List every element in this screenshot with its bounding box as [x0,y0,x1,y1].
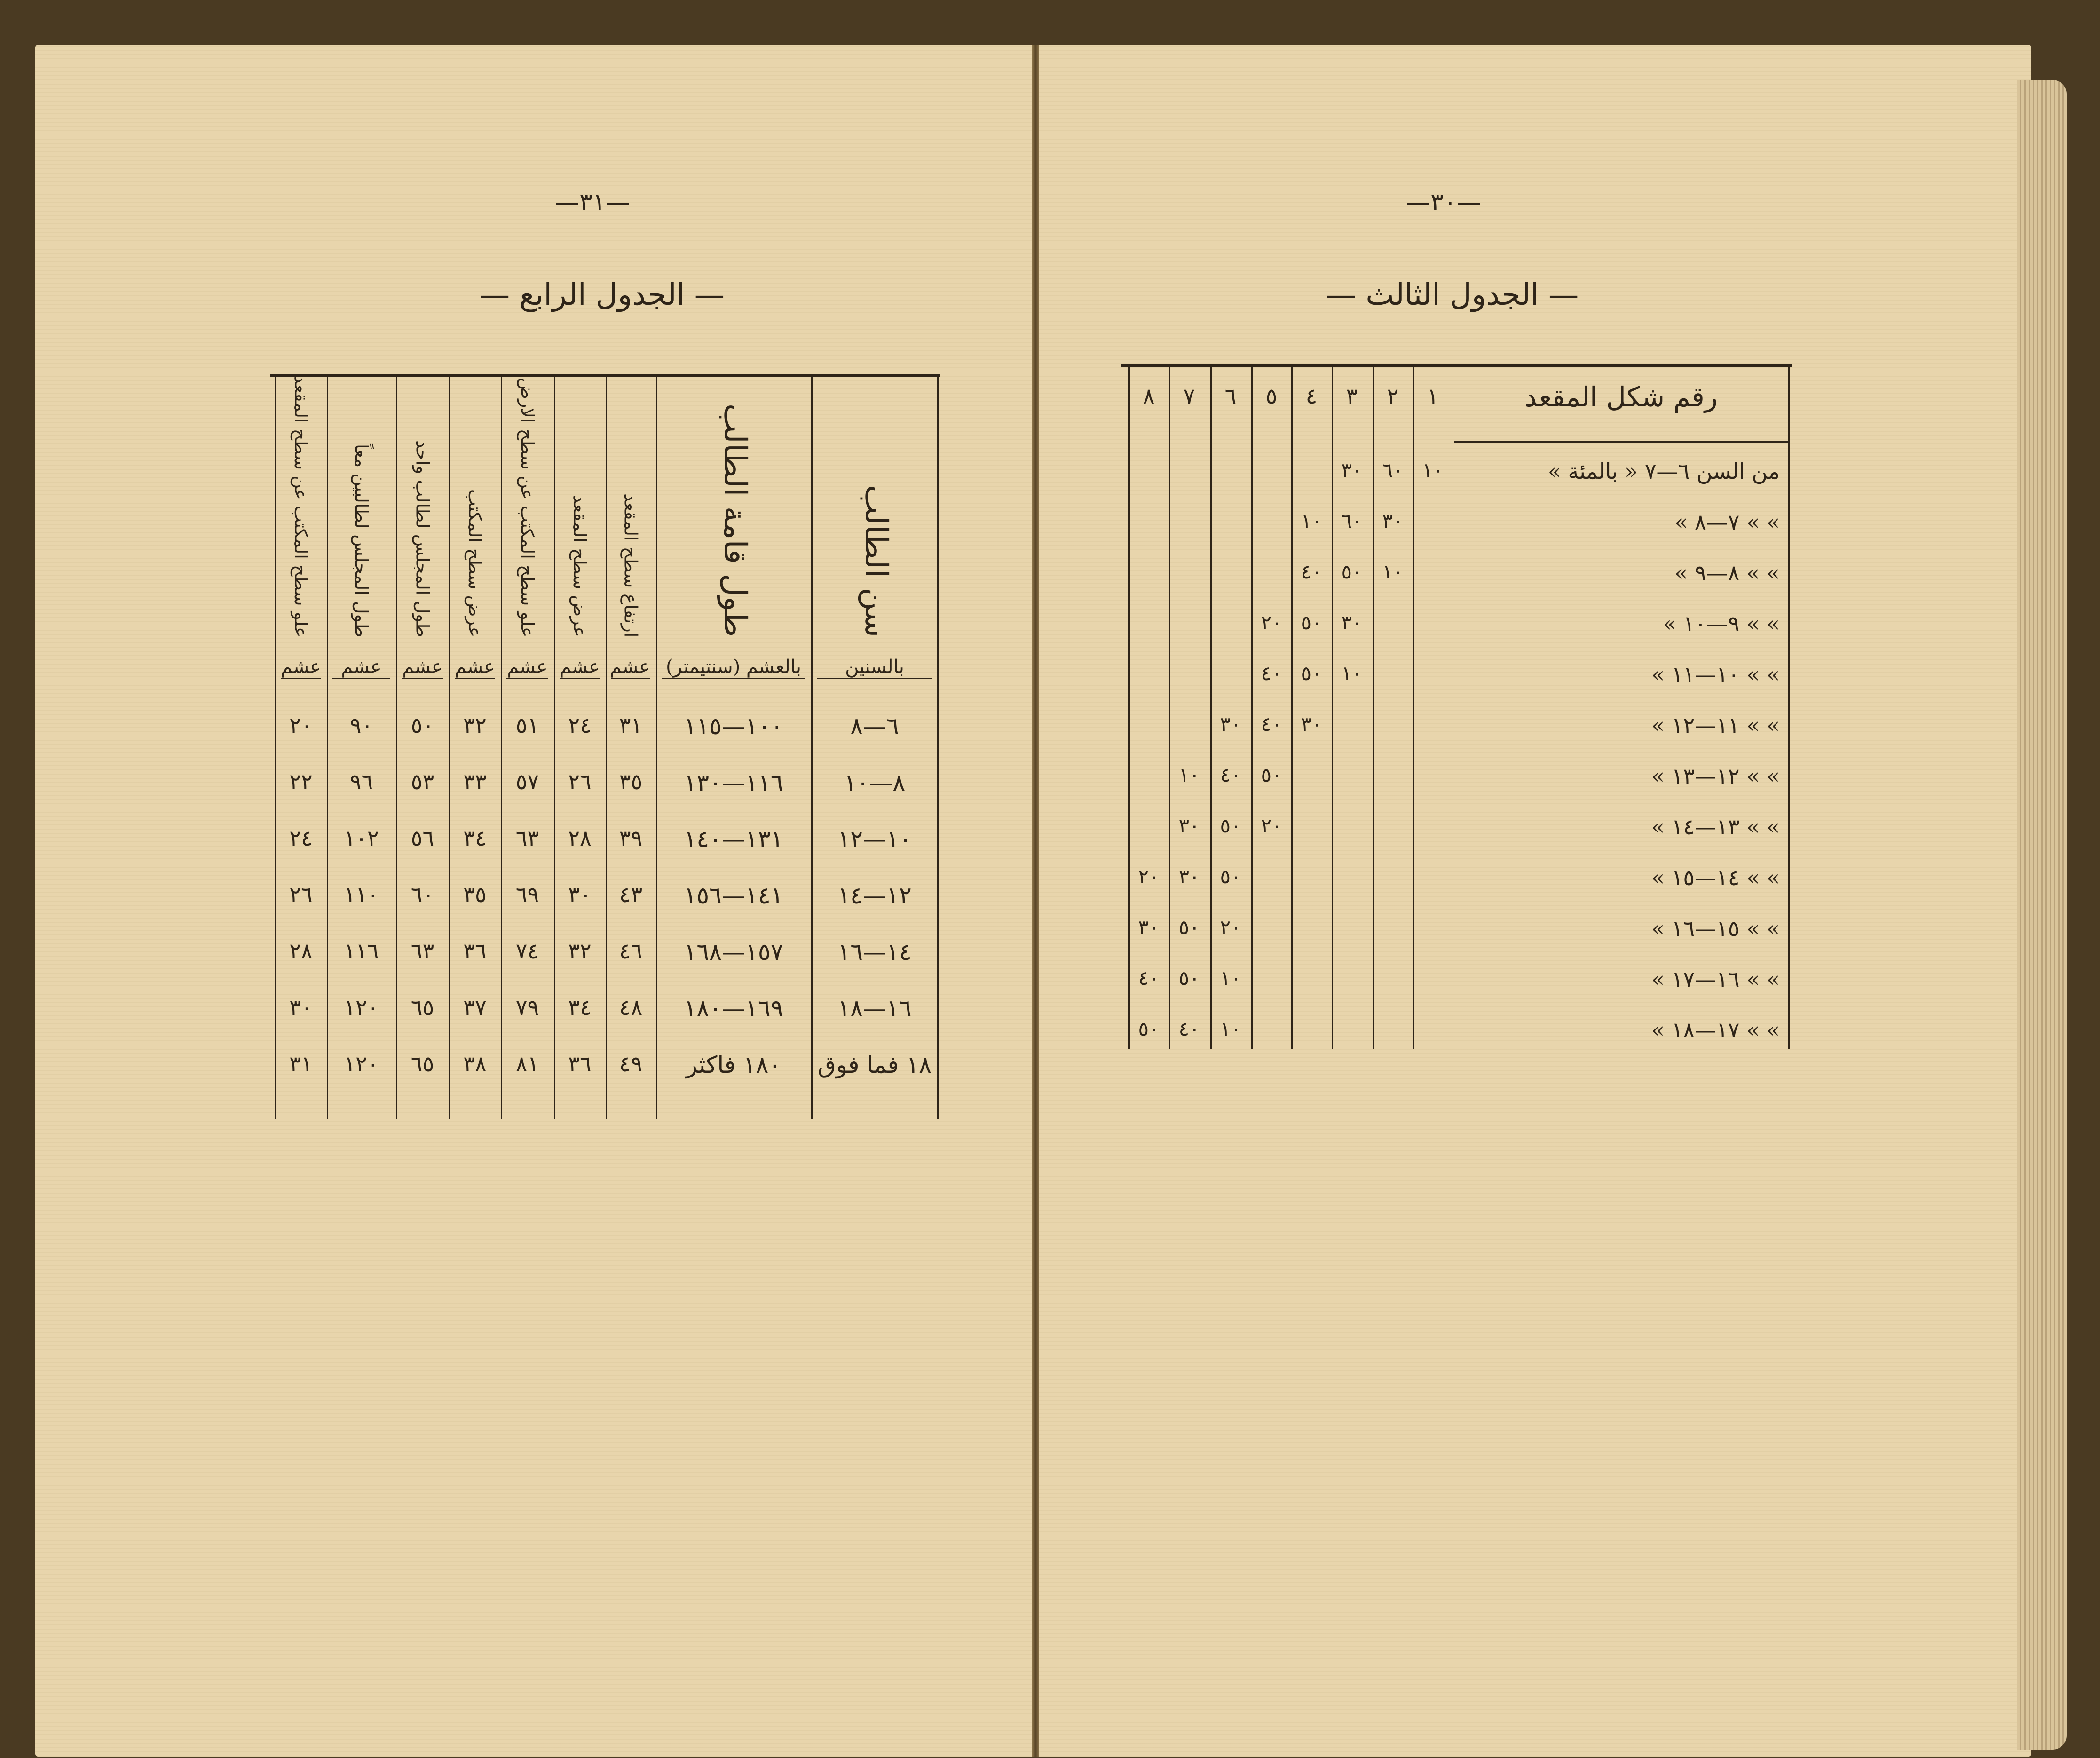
table-cell: ٣٥ [619,769,643,794]
column-header: طول المجلس لطالبين معاً [351,443,372,637]
row-age-label: » » ١٣—١٤ » [1651,814,1780,839]
column-header: عرض سطح المكتب [465,489,485,637]
table-cell: ٥١ [515,713,539,738]
unit-label: بالعشم (سنتيمتر) [662,656,805,679]
table-cell: ١٠—١٢ [837,825,912,853]
seat-number: ٣ [1346,383,1358,409]
column-header: ارتفاع سطح المقعد [620,493,641,637]
percentage-cell: ٤٠ [1261,662,1282,685]
table-cell: ١٨ فما فوق [817,1051,932,1078]
table-cell: ٥٠ [411,713,434,738]
percentage-cell: ١٠ [1301,509,1322,532]
column-header: سن الطالب [858,484,894,637]
percentage-cell: ٥٠ [1301,662,1322,685]
table-cell: ٢٦ [568,769,592,794]
percentage-cell: ١٠ [1220,966,1241,990]
percentage-cell: ٥٠ [1341,560,1363,583]
column-divider [1291,364,1293,1049]
seat-header-label: رقم شكل المقعد [1524,381,1718,413]
table-cell: ٦٥ [411,1051,434,1077]
table-cell: ٤٩ [619,1051,643,1077]
page-edges [2017,80,2067,1750]
right-page-number: —٣٠— [1406,188,1481,216]
column-header: عرض سطح المقعد [569,495,590,637]
unit-label: عشم [455,656,495,679]
percentage-cell: ١٠ [1382,560,1404,583]
table-cell: ٦٣ [411,938,434,964]
table-cell: ٥٦ [411,825,434,851]
percentage-cell: ٢٠ [1220,916,1241,939]
table-cell: ٦٠ [411,882,434,907]
table-cell: ٦—٨ [850,713,899,740]
percentage-cell: ٤٠ [1261,713,1282,736]
percentage-cell: ٣٠ [1138,916,1160,939]
percentage-cell: ٣٠ [1220,713,1241,736]
column-header: علو سطح المكتب عن سطح الارض [517,377,538,637]
right-table-title: — الجدول الثالث — [1326,277,1579,312]
table-cell: ٣٣ [463,769,487,794]
table-cell: ٩٦ [349,769,373,794]
percentage-cell: ٢٠ [1261,814,1282,837]
table-cell: ١٤—١٦ [837,938,912,966]
unit-label: عشم [611,656,650,679]
table-cell: ٣٩ [619,825,643,851]
table-cell: ٧٩ [515,995,539,1020]
table-cell: ١١٠ [344,882,379,907]
column-divider [1251,364,1253,1049]
percentage-cell: ٥٠ [1220,814,1241,837]
unit-label: عشم [332,656,390,679]
table-cell: ٦٩ [515,882,539,907]
percentage-cell: ١٠ [1220,1017,1241,1040]
table-cell: ٣٦ [463,938,487,964]
percentage-cell: ٢٠ [1138,865,1160,888]
table-cell: ١٢—١٤ [837,882,912,909]
column-header: طول قامة الطالب [717,404,753,637]
percentage-cell: ٥٠ [1220,865,1241,888]
percentage-cell: ٣٠ [1382,509,1404,532]
table-cell: ١٠٢ [344,825,379,851]
table-cell: ٨١ [515,1051,539,1077]
row-age-label: » » ١٦—١٧ » [1651,966,1780,992]
table-cell: ٢٢ [289,769,313,794]
percentage-cell: ٣٠ [1301,713,1322,736]
table-cell: ١٦٩—١٨٠ [684,995,783,1022]
table-cell: ٥٧ [515,769,539,794]
table-cell: ٨—١٠ [844,769,906,796]
table-cell: ١١٦ [344,938,379,964]
percentage-cell: ٥٠ [1261,763,1282,786]
percentage-cell: ٤٠ [1301,560,1322,583]
percentage-cell: ٣٠ [1341,459,1363,482]
seat-number: ٢ [1387,383,1399,409]
table-cell: ٣٤ [568,995,592,1020]
table-cell: ١٣١—١٤٠ [684,825,783,853]
seat-number: ٥ [1265,383,1278,409]
row-age-label: » » ١٤—١٥ » [1651,865,1780,890]
column-header: طول المجلس لطالب واحد [412,440,433,637]
row-age-label: » » ٧—٨ » [1674,509,1780,535]
row-age-label: » » ٩—١٠ » [1663,611,1780,636]
table-cell: ٢٤ [568,713,592,738]
seat-number: ٤ [1305,383,1318,409]
table-top-rule [1121,364,1792,367]
table-cell: ٤٣ [619,882,643,907]
table-cell: ٢٨ [289,938,313,964]
row-age-label: » » ١٥—١٦ » [1651,916,1780,941]
table-cell: ٥٣ [411,769,434,794]
unit-label: بالسنين [817,656,932,679]
table-cell: ٧٤ [515,938,539,964]
table-cell: ٣٢ [463,713,487,738]
row-age-label: » » ١١—١٢ » [1651,713,1780,738]
table-cell: ٣٦ [568,1051,592,1077]
seat-number: ٨ [1143,383,1155,409]
percentage-cell: ١٠ [1178,763,1200,786]
table-cell: ٣٥ [463,882,487,907]
table-cell: ٣٢ [568,938,592,964]
percentage-cell: ٦٠ [1382,459,1404,482]
column-header: علو سطح المكتب عن سطح المقعد [291,375,311,637]
header-underline [1454,441,1789,443]
unit-label: عشم [506,656,548,679]
row-age-label: » » ١٠—١١ » [1651,662,1780,687]
table-cell: ١٢٠ [344,995,379,1020]
table-cell: ٩٠ [349,713,373,738]
book-gutter [1032,45,1039,1757]
table-cell: ٣٧ [463,995,487,1020]
percentage-cell: ٦٠ [1341,509,1363,532]
row-age-label: من السن ٦—٧ « بالمئة » [1547,459,1780,484]
column-divider [1169,364,1170,1049]
table-cell: ٤٦ [619,938,643,964]
row-age-label: » » ١٢—١٣ » [1651,763,1780,789]
table-cell: ٣١ [619,713,643,738]
table-cell: ١١٦—١٣٠ [684,769,783,796]
percentage-cell: ٢٠ [1261,611,1282,634]
percentage-cell: ١٠ [1341,662,1363,685]
table-cell: ٤٨ [619,995,643,1020]
table-cell: ٣٠ [289,995,313,1020]
seat-number: ٧ [1183,383,1195,409]
percentage-cell: ٣٠ [1178,865,1200,888]
table-cell: ٢٦ [289,882,313,907]
percentage-cell: ٥٠ [1138,1017,1160,1040]
table-cell: ٢٤ [289,825,313,851]
table-cell: ١٢٠ [344,1051,379,1077]
row-age-label: » » ٨—٩ » [1674,560,1780,586]
left-table-title: — الجدول الرابع — [480,277,725,312]
table-cell: ٢٠ [289,713,313,738]
table-border-right [1788,364,1790,1049]
unit-label: عشم [402,656,443,679]
percentage-cell: ٥٠ [1178,916,1200,939]
column-divider [1210,364,1212,1049]
percentage-cell: ٤٠ [1138,966,1160,990]
unit-label: عشم [281,656,321,679]
percentage-cell: ٣٠ [1178,814,1200,837]
percentage-cell: ٣٠ [1341,611,1363,634]
percentage-cell: ٥٠ [1178,966,1200,990]
seat-number: ١ [1427,383,1439,409]
table-cell: ٣٤ [463,825,487,851]
table-cell: ٢٨ [568,825,592,851]
table-cell: ١٨٠ فاكثر [686,1051,782,1078]
table-cell: ٣٠ [568,882,592,907]
unit-label: عشم [560,656,600,679]
table-cell: ١٦—١٨ [837,995,912,1022]
percentage-cell: ٥٠ [1301,611,1322,634]
table-cell: ١٥٧—١٦٨ [684,938,783,966]
table-cell: ٣١ [289,1051,313,1077]
column-divider [1129,364,1130,1049]
row-age-label: » » ١٧—١٨ » [1651,1017,1780,1043]
left-page-number: —٣١— [555,188,630,216]
table-cell: ٦٥ [411,995,434,1020]
table-cell: ٦٣ [515,825,539,851]
percentage-cell: ١٠ [1422,459,1444,482]
seat-number: ٦ [1224,383,1237,409]
table-cell: ١٠٠—١١٥ [684,713,783,740]
percentage-cell: ٤٠ [1178,1017,1200,1040]
percentage-cell: ٤٠ [1220,763,1241,786]
table-cell: ١٤١—١٥٦ [684,882,783,909]
table-cell: ٣٨ [463,1051,487,1077]
